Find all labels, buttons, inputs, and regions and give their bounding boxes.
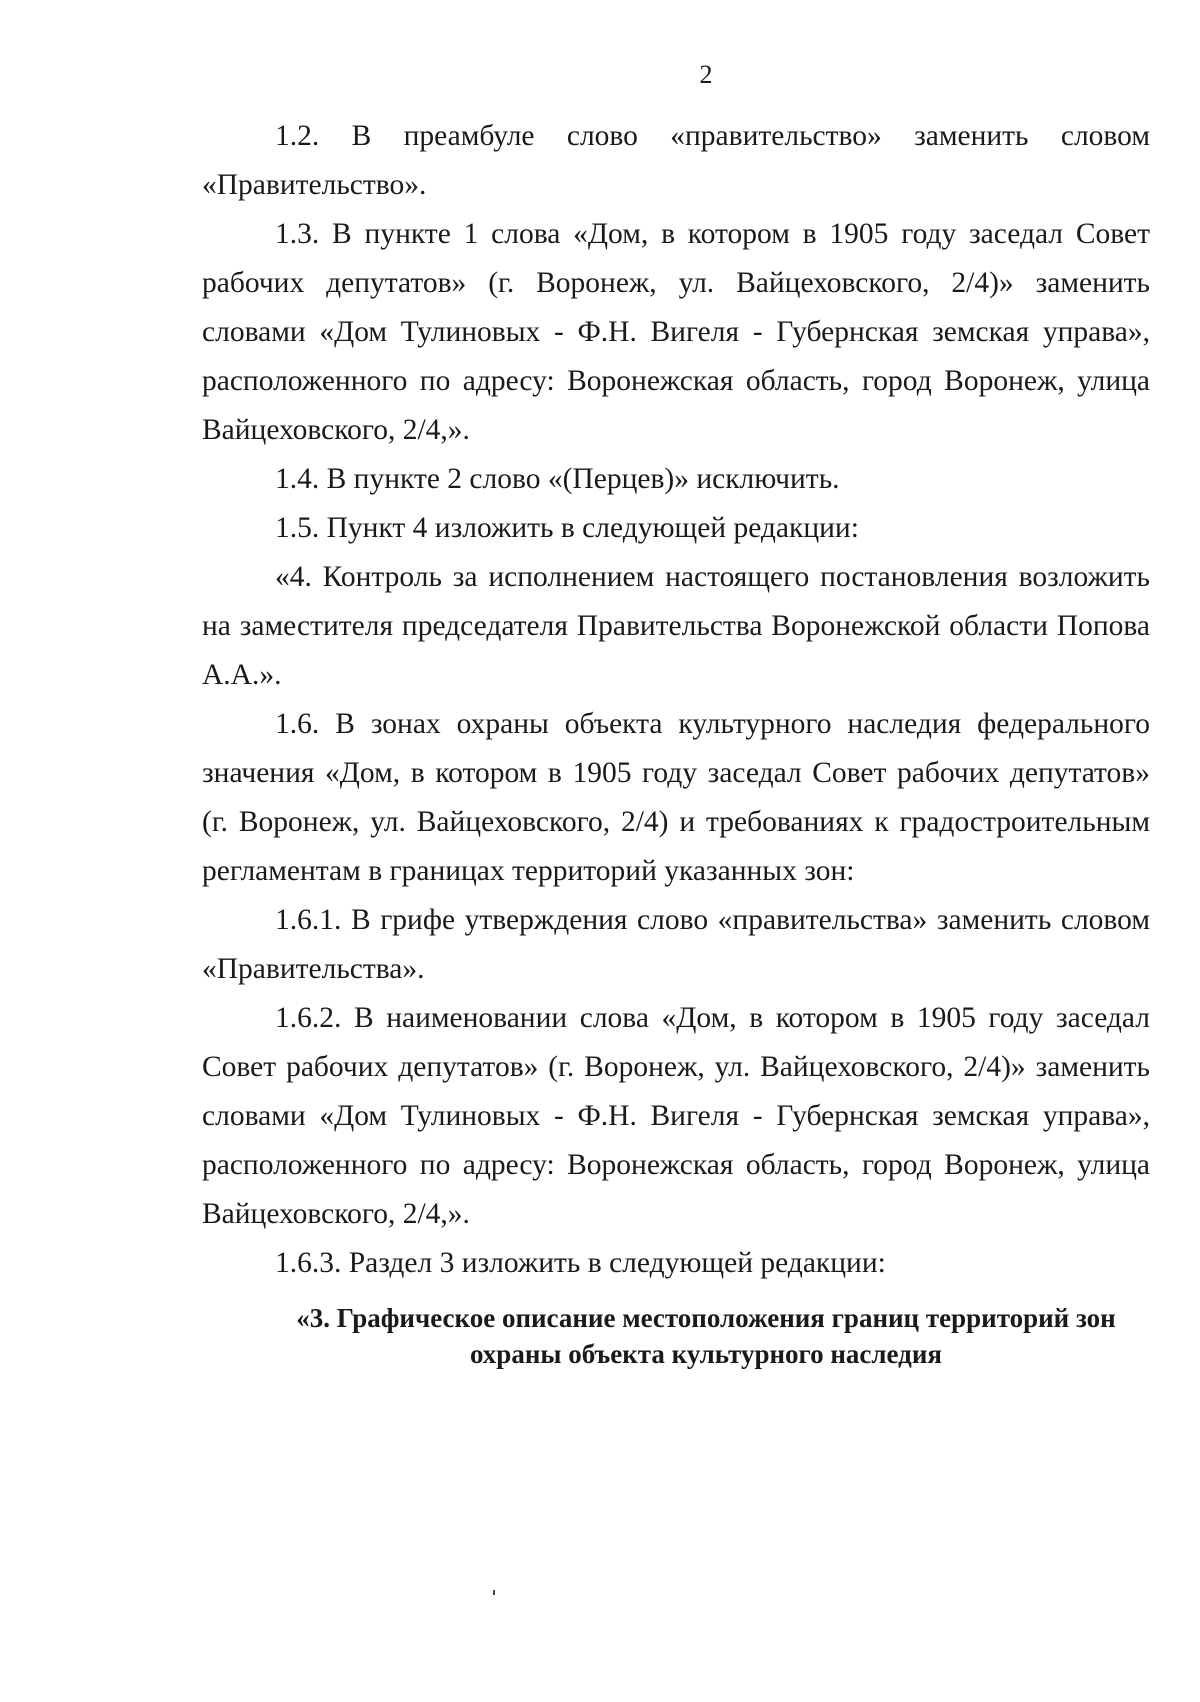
section-heading — [202, 1300, 1150, 1372]
page-number: 2 — [699, 60, 713, 89]
paragraph-1-6-1: 1.6.1. В грифе утверждения слово «правительства» заменить словом «Правительства». — [202, 904, 1150, 985]
paragraph-1-6: 1.6. В зонах охраны объекта культурного наследия федерального значения «Дом, в котором в 1905 году заседал Совет рабочих депутатов» (г. Воронеж, ул. Вайцеховского, 2/4) и требованиях к градостроительным регламентам в границах территорий указанных зон: — [202, 708, 1150, 887]
paragraph-1-3: 1.3. В пункте 1 слова «Дом, в котором в 1905 году заседал Совет рабочих депутатов» (г. Воронеж, ул. Вайцеховского, 2/4)» заменить словами «Дом Тулиновых - Ф.Н. Вигеля - Губернская земская управа», расположенного по адресу: Воронежская область, город Воронеж, улица Вайцеховского, 2/4,». — [202, 218, 1150, 446]
paragraph-1-5: 1.5. Пункт 4 изложить в следующей редакции: — [275, 512, 859, 544]
section-heading-line-2: охраны объекта культурного наследия — [469, 1339, 943, 1369]
paragraph-1-4: 1.4. В пункте 2 слово «(Перцев)» исключить. — [275, 463, 840, 495]
paragraph-1-6-2: 1.6.2. В наименовании слова «Дом, в котором в 1905 году заседал Совет рабочих депутатов» (г. Воронеж, ул. Вайцеховского, 2/4)» заменить словами «Дом Тулиновых - Ф.Н. Вигеля - Губернская земская управа», расположенного по адресу: Воронежская область, город Воронеж, улица Вайцеховского, 2/4,». — [202, 1002, 1150, 1230]
paragraph-1-6-3: 1.6.3. Раздел 3 изложить в следующей редакции: — [275, 1247, 886, 1279]
section-heading-line-1: «3. Графическое описание местоположения границ территорий зон — [296, 1303, 1116, 1333]
paragraph-1-2: 1.2. В преамбуле слово «правительство» заменить словом «Правительство». — [202, 120, 1150, 201]
paragraph-quote-4: «4. Контроль за исполнением настоящего постановления возложить на заместителя председателя Правительства Воронежской области Попова А.А.». — [202, 561, 1150, 691]
scan-artifact-mark — [493, 1590, 495, 1595]
document-body — [202, 112, 1150, 1372]
